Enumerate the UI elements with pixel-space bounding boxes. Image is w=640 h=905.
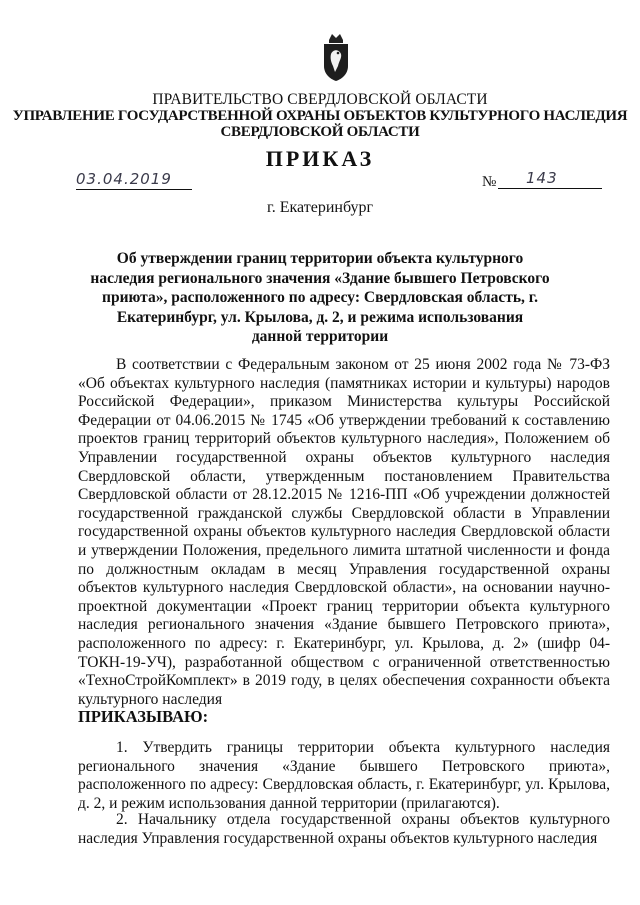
document-type: ПРИКАЗ <box>265 146 375 171</box>
department-name-line1: УПРАВЛЕНИЕ ГОСУДАРСТВЕННОЙ ОХРАНЫ ОБЪЕКТОВ КУЛЬТУРНОГО НАСЛЕДИЯ <box>12 108 628 124</box>
number-handwritten: 143 <box>526 169 558 187</box>
number-label: № <box>482 174 497 190</box>
government-title: ПРАВИТЕЛЬСТВО СВЕРДЛОВСКОЙ ОБЛАСТИ <box>152 91 488 108</box>
ordering-word: ПРИКАЗЫВАЮ: <box>78 707 209 726</box>
preamble-paragraph: В соответствии с Федеральным законом от 25 июня 2002 года № 73-ФЗ «Об объектах культурного наследия (памятниках истории и культуры) народов Российской Федерации», приказом Министерства культуры Российской Федерации от 04.06.2015 № 1745 «Об утверждении требований к составлению проектов границ территорий объектов культурного наследия», Положением об Управлении государственной охраны объектов культурного наследия Свердловской области, утвержденным постановлением Правительства Свердловской области от 28.12.2015 № 1216-ПП «Об учреждении должностей государственной гражданской службы Свердловской области в Управлении государственной охраны объектов культурного наследия Свердловской области и утверждении Положения, предельного лимита штатной численности и фонда по должностным окладам в месяц Управления государственной охраны объектов культурного наследия Свердловской области», на основании научно-проектной документации «Проект границ территории объекта культурного наследия регионального значения «Здание бывшего Петровского приюта», расположенного по адресу: г. Екатеринбург, ул. Крылова, д. 2» (шифр 04-ТОКН-19-УЧ), разработанной обществом с ограниченной ответственностью «ТехноСтройКомплект» в 2019 году, в целях обеспечения сохранности объекта культурного наследия <box>78 356 610 708</box>
date-handwritten: 03.04.2019 <box>76 170 172 188</box>
date-field <box>76 171 192 190</box>
department-name-line2: СВЕРДЛОВСКОЙ ОБЛАСТИ <box>220 124 420 140</box>
coat-of-arms-icon <box>322 32 350 82</box>
department-name <box>0 108 640 140</box>
city: г. Екатеринбург <box>266 199 374 216</box>
order-item-2: 2. Начальнику отдела государственной охраны объектов культурного наследия Управления государственной охраны объектов культурного наследия <box>78 811 610 847</box>
number-field <box>498 170 602 189</box>
order-item-1: 1. Утвердить границы территории объекта культурного наследия регионального значения «Здание бывшего Петровского приюта», расположенного по адресу: Свердловская область, г. Екатеринбург, ул. Крылова, д. 2, и режим использования данной территории (прилагаются). <box>78 739 610 812</box>
document-subject: Об утверждении границ территории объекта культурного наследия регионального значения «Здание бывшего Петровского приюта», расположенного по адресу: Свердловская область, г. Екатеринбург, ул. Крылова, д. 2, и режима использования данной территории <box>90 250 550 345</box>
